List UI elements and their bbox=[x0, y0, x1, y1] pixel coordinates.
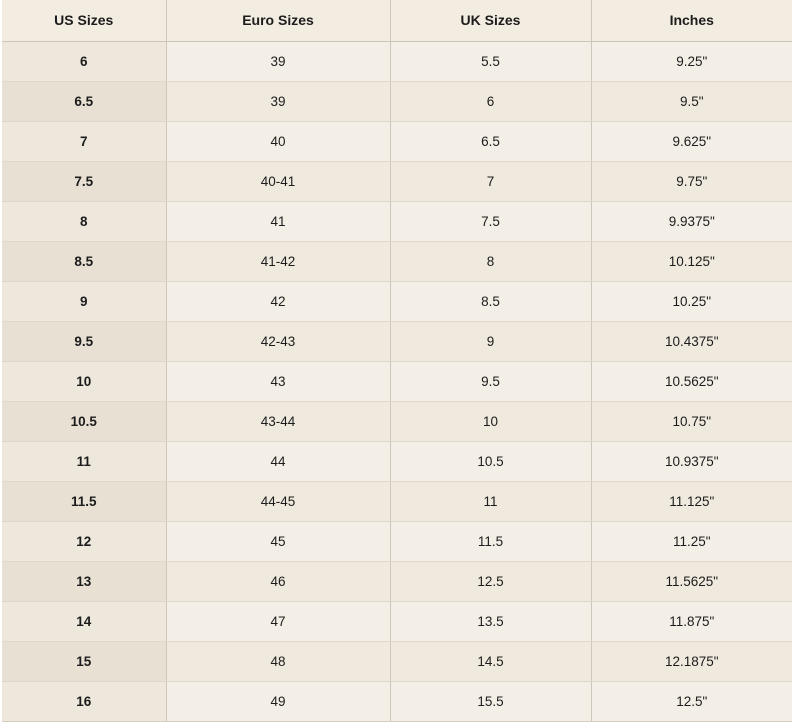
cell-inches: 9.9375" bbox=[591, 202, 792, 242]
cell-inches: 9.25" bbox=[591, 42, 792, 82]
cell-us-size: 10.5 bbox=[2, 402, 166, 442]
cell-uk-size: 5.5 bbox=[390, 42, 591, 82]
table-body bbox=[2, 42, 792, 722]
cell-uk-size: 7.5 bbox=[390, 202, 591, 242]
table-row bbox=[2, 602, 792, 642]
cell-us-size: 11 bbox=[2, 442, 166, 482]
column-header-uk-sizes: UK Sizes bbox=[390, 0, 591, 42]
cell-inches: 11.5625" bbox=[591, 562, 792, 602]
cell-inches: 11.25" bbox=[591, 522, 792, 562]
table-row bbox=[2, 122, 792, 162]
cell-euro-size: 47 bbox=[166, 602, 390, 642]
cell-uk-size: 8 bbox=[390, 242, 591, 282]
cell-inches: 10.9375" bbox=[591, 442, 792, 482]
cell-us-size: 10 bbox=[2, 362, 166, 402]
cell-uk-size: 15.5 bbox=[390, 682, 591, 722]
cell-uk-size: 8.5 bbox=[390, 282, 591, 322]
table-row bbox=[2, 362, 792, 402]
cell-us-size: 13 bbox=[2, 562, 166, 602]
cell-euro-size: 44-45 bbox=[166, 482, 390, 522]
cell-us-size: 9.5 bbox=[2, 322, 166, 362]
cell-uk-size: 13.5 bbox=[390, 602, 591, 642]
table-row bbox=[2, 482, 792, 522]
cell-us-size: 6.5 bbox=[2, 82, 166, 122]
cell-inches: 10.5625" bbox=[591, 362, 792, 402]
cell-inches: 11.875" bbox=[591, 602, 792, 642]
cell-us-size: 14 bbox=[2, 602, 166, 642]
cell-euro-size: 43 bbox=[166, 362, 390, 402]
cell-inches: 12.5" bbox=[591, 682, 792, 722]
table-header bbox=[2, 0, 792, 42]
cell-us-size: 15 bbox=[2, 642, 166, 682]
cell-uk-size: 9 bbox=[390, 322, 591, 362]
table-row bbox=[2, 282, 792, 322]
cell-euro-size: 42 bbox=[166, 282, 390, 322]
table-row bbox=[2, 562, 792, 602]
table-row bbox=[2, 642, 792, 682]
cell-us-size: 11.5 bbox=[2, 482, 166, 522]
table-header-row bbox=[2, 0, 792, 42]
table-row bbox=[2, 442, 792, 482]
table-row bbox=[2, 162, 792, 202]
cell-euro-size: 42-43 bbox=[166, 322, 390, 362]
cell-uk-size: 6.5 bbox=[390, 122, 591, 162]
cell-us-size: 9 bbox=[2, 282, 166, 322]
cell-uk-size: 7 bbox=[390, 162, 591, 202]
table-row bbox=[2, 42, 792, 82]
cell-us-size: 16 bbox=[2, 682, 166, 722]
table-row bbox=[2, 682, 792, 722]
cell-us-size: 7 bbox=[2, 122, 166, 162]
cell-inches: 11.125" bbox=[591, 482, 792, 522]
cell-euro-size: 41-42 bbox=[166, 242, 390, 282]
cell-inches: 12.1875" bbox=[591, 642, 792, 682]
cell-inches: 9.75" bbox=[591, 162, 792, 202]
cell-inches: 9.5" bbox=[591, 82, 792, 122]
cell-uk-size: 11.5 bbox=[390, 522, 591, 562]
cell-inches: 10.125" bbox=[591, 242, 792, 282]
table-row bbox=[2, 82, 792, 122]
cell-uk-size: 12.5 bbox=[390, 562, 591, 602]
cell-uk-size: 9.5 bbox=[390, 362, 591, 402]
cell-uk-size: 10 bbox=[390, 402, 591, 442]
table-row bbox=[2, 402, 792, 442]
cell-us-size: 8 bbox=[2, 202, 166, 242]
cell-inches: 10.4375" bbox=[591, 322, 792, 362]
table-row bbox=[2, 202, 792, 242]
cell-uk-size: 10.5 bbox=[390, 442, 591, 482]
cell-uk-size: 11 bbox=[390, 482, 591, 522]
table-row bbox=[2, 242, 792, 282]
cell-euro-size: 41 bbox=[166, 202, 390, 242]
table-row bbox=[2, 522, 792, 562]
cell-uk-size: 14.5 bbox=[390, 642, 591, 682]
cell-euro-size: 39 bbox=[166, 82, 390, 122]
cell-us-size: 8.5 bbox=[2, 242, 166, 282]
cell-us-size: 12 bbox=[2, 522, 166, 562]
column-header-us-sizes: US Sizes bbox=[2, 0, 166, 42]
cell-euro-size: 49 bbox=[166, 682, 390, 722]
cell-uk-size: 6 bbox=[390, 82, 591, 122]
cell-euro-size: 40-41 bbox=[166, 162, 390, 202]
cell-euro-size: 45 bbox=[166, 522, 390, 562]
cell-us-size: 7.5 bbox=[2, 162, 166, 202]
cell-euro-size: 46 bbox=[166, 562, 390, 602]
cell-inches: 10.25" bbox=[591, 282, 792, 322]
cell-inches: 9.625" bbox=[591, 122, 792, 162]
cell-euro-size: 44 bbox=[166, 442, 390, 482]
cell-euro-size: 48 bbox=[166, 642, 390, 682]
cell-us-size: 6 bbox=[2, 42, 166, 82]
cell-euro-size: 40 bbox=[166, 122, 390, 162]
table-row bbox=[2, 322, 792, 362]
column-header-euro-sizes: Euro Sizes bbox=[166, 0, 390, 42]
cell-euro-size: 39 bbox=[166, 42, 390, 82]
cell-euro-size: 43-44 bbox=[166, 402, 390, 442]
column-header-inches: Inches bbox=[591, 0, 792, 42]
cell-inches: 10.75" bbox=[591, 402, 792, 442]
shoe-size-conversion-table bbox=[2, 0, 792, 722]
